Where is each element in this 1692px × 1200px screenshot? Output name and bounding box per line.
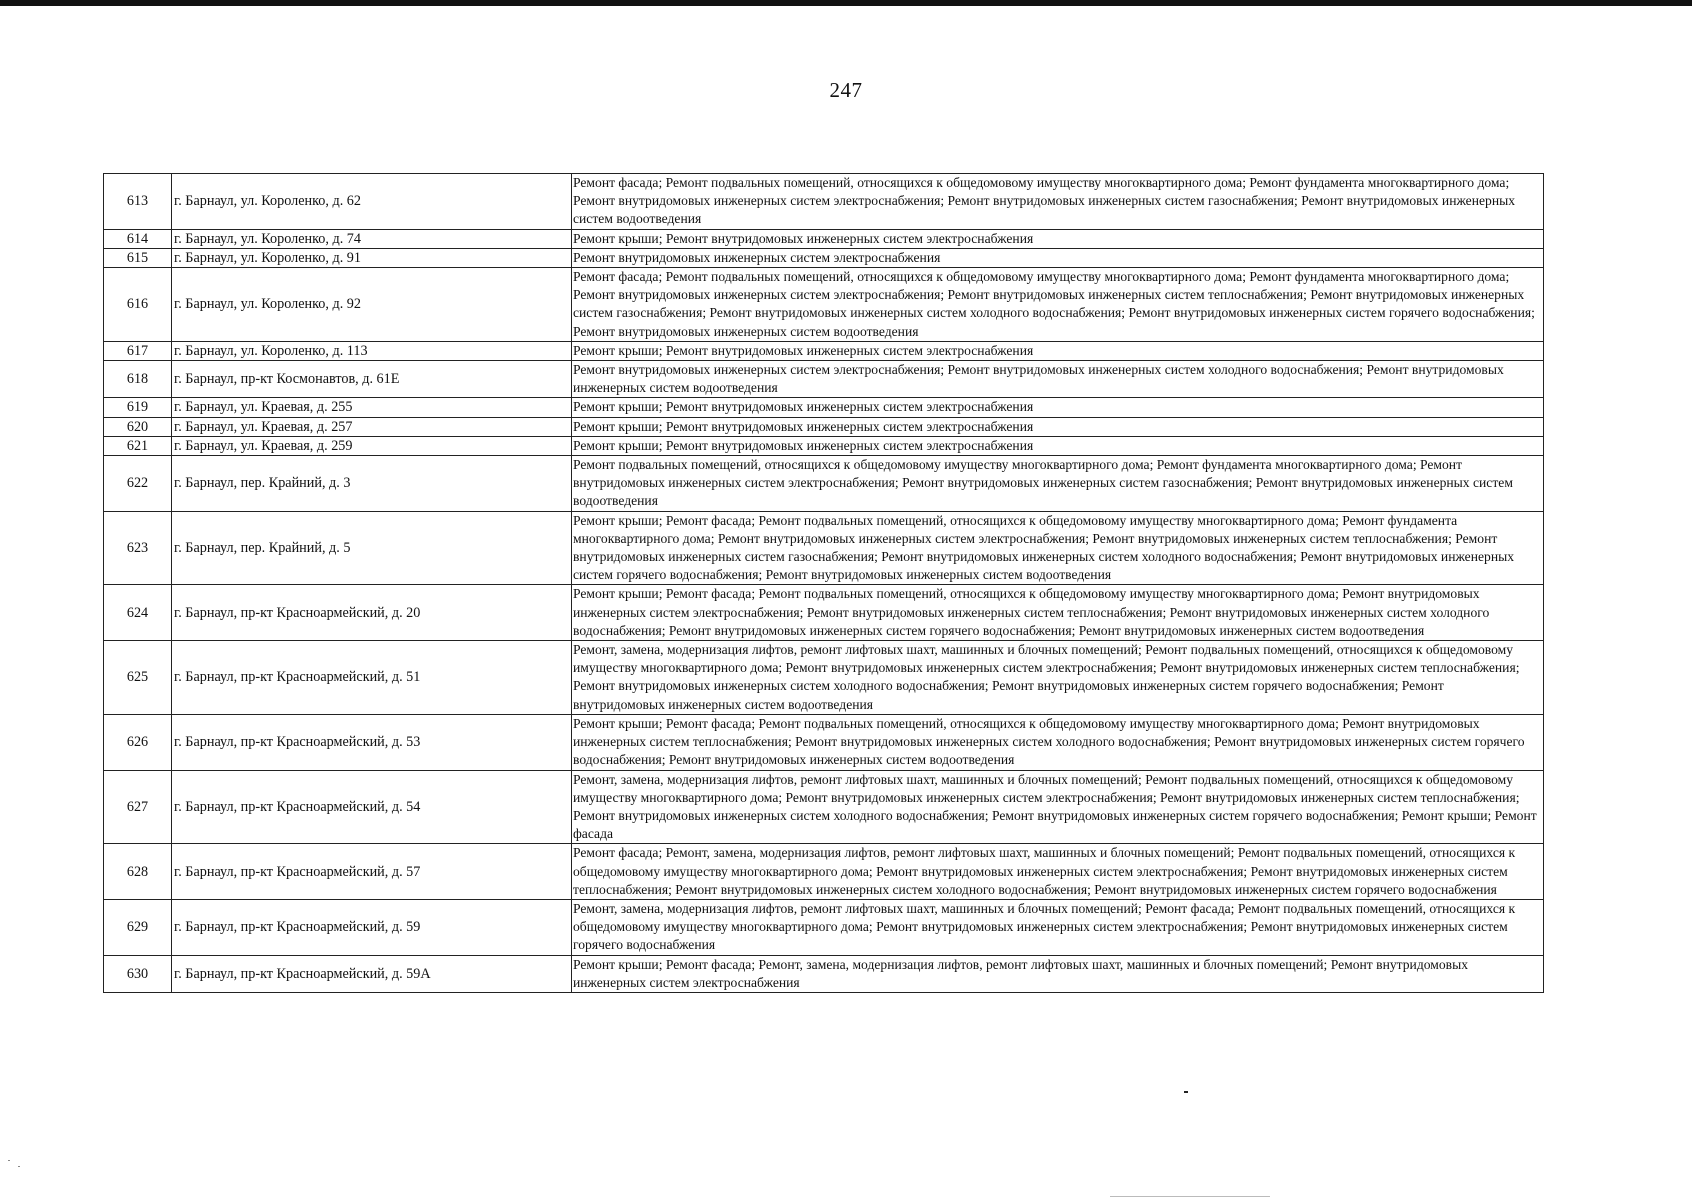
row-number: 624 <box>104 585 172 641</box>
row-works: Ремонт крыши; Ремонт внутридомовых инженерных систем электроснабжения <box>572 229 1544 248</box>
row-works: Ремонт внутридомовых инженерных систем электроснабжения; Ремонт внутридомовых инженерных систем холодного водоснабжения; Ремонт внутридомовых инженерных систем водоотведения <box>572 361 1544 398</box>
row-address: г. Барнаул, пр-кт Красноармейский, д. 57 <box>172 844 572 900</box>
row-address: г. Барнаул, пр-кт Красноармейский, д. 51 <box>172 641 572 715</box>
row-works: Ремонт, замена, модернизация лифтов, ремонт лифтовых шахт, машинных и блочных помещений; Ремонт подвальных помещений, относящихся к общедомовому имуществу многоквартирного дома; Ремонт внутридомовых инженерных систем электроснабжения; Ремонт внутридомовых инженерных систем теплоснабжения; Ремонт внутридомовых инженерных систем холодного водоснабжения; Ремонт внутридомовых инженерных систем горячего водоснабжения; Ремонт внутридомовых инженерных систем водоотведения <box>572 641 1544 715</box>
repair-works-table <box>103 173 1544 993</box>
scan-speck <box>8 1160 10 1161</box>
row-address: г. Барнаул, пр-кт Красноармейский, д. 59 <box>172 899 572 955</box>
scan-top-border <box>0 0 1692 6</box>
row-works: Ремонт крыши; Ремонт фасада; Ремонт подвальных помещений, относящихся к общедомовому имуществу многоквартирного дома; Ремонт внутридомовых инженерных систем теплоснабжения; Ремонт внутридомовых инженерных систем холодного водоснабжения; Ремонт внутридомовых инженерных систем горячего водоснабжения; Ремонт внутридомовых инженерных систем водоотведения <box>572 714 1544 770</box>
row-number: 621 <box>104 436 172 455</box>
row-address: г. Барнаул, пер. Крайний, д. 3 <box>172 456 572 512</box>
table-row <box>104 585 1544 641</box>
table-row <box>104 398 1544 417</box>
scan-speck <box>18 1166 20 1167</box>
row-number: 629 <box>104 899 172 955</box>
row-number: 614 <box>104 229 172 248</box>
row-address: г. Барнаул, ул. Короленко, д. 113 <box>172 341 572 360</box>
row-address: г. Барнаул, пр-кт Красноармейский, д. 20 <box>172 585 572 641</box>
row-number: 619 <box>104 398 172 417</box>
table-row <box>104 174 1544 230</box>
table-row <box>104 456 1544 512</box>
row-works: Ремонт фасада; Ремонт подвальных помещений, относящихся к общедомовому имуществу многоквартирного дома; Ремонт фундамента многоквартирного дома; Ремонт внутридомовых инженерных систем электроснабжения; Ремонт внутридомовых инженерных систем теплоснабжения; Ремонт внутридомовых инженерных систем газоснабжения; Ремонт внутридомовых инженерных систем холодного водоснабжения; Ремонт внутридомовых инженерных систем горячего водоснабжения; Ремонт внутридомовых инженерных систем водоотведения <box>572 268 1544 342</box>
row-address: г. Барнаул, пр-кт Красноармейский, д. 59А <box>172 955 572 992</box>
row-address: г. Барнаул, ул. Короленко, д. 62 <box>172 174 572 230</box>
table-row <box>104 770 1544 844</box>
row-works: Ремонт подвальных помещений, относящихся к общедомовому имуществу многоквартирного дома; Ремонт фундамента многоквартирного дома; Ремонт внутридомовых инженерных систем электроснабжения; Ремонт внутридомовых инженерных систем газоснабжения; Ремонт внутридомовых инженерных систем водоотведения <box>572 456 1544 512</box>
row-number: 626 <box>104 714 172 770</box>
row-address: г. Барнаул, ул. Короленко, д. 92 <box>172 268 572 342</box>
table-body <box>104 174 1544 993</box>
scan-speck <box>1184 1091 1188 1093</box>
row-works: Ремонт крыши; Ремонт фасада; Ремонт подвальных помещений, относящихся к общедомовому имуществу многоквартирного дома; Ремонт внутридомовых инженерных систем электроснабжения; Ремонт внутридомовых инженерных систем теплоснабжения; Ремонт внутридомовых инженерных систем холодного водоснабжения; Ремонт внутридомовых инженерных систем горячего водоснабжения; Ремонт внутридомовых инженерных систем водоотведения <box>572 585 1544 641</box>
row-works: Ремонт, замена, модернизация лифтов, ремонт лифтовых шахт, машинных и блочных помещений; Ремонт подвальных помещений, относящихся к общедомовому имуществу многоквартирного дома; Ремонт внутридомовых инженерных систем электроснабжения; Ремонт внутридомовых инженерных систем теплоснабжения; Ремонт внутридомовых инженерных систем холодного водоснабжения; Ремонт внутридомовых инженерных систем горячего водоснабжения; Ремонт крыши; Ремонт фасада <box>572 770 1544 844</box>
row-works: Ремонт крыши; Ремонт фасада; Ремонт подвальных помещений, относящихся к общедомовому имуществу многоквартирного дома; Ремонт фундамента многоквартирного дома; Ремонт внутридомовых инженерных систем электроснабжения; Ремонт внутридомовых инженерных систем теплоснабжения; Ремонт внутридомовых инженерных систем газоснабжения; Ремонт внутридомовых инженерных систем холодного водоснабжения; Ремонт внутридомовых инженерных систем горячего водоснабжения; Ремонт внутридомовых инженерных систем водоотведения <box>572 511 1544 585</box>
row-address: г. Барнаул, ул. Краевая, д. 257 <box>172 417 572 436</box>
row-address: г. Барнаул, ул. Краевая, д. 259 <box>172 436 572 455</box>
row-number: 625 <box>104 641 172 715</box>
row-address: г. Барнаул, пр-кт Красноармейский, д. 53 <box>172 714 572 770</box>
row-address: г. Барнаул, пр-кт Красноармейский, д. 54 <box>172 770 572 844</box>
row-number: 618 <box>104 361 172 398</box>
row-number: 623 <box>104 511 172 585</box>
row-number: 620 <box>104 417 172 436</box>
row-number: 617 <box>104 341 172 360</box>
table-row <box>104 268 1544 342</box>
row-number: 613 <box>104 174 172 230</box>
table-row <box>104 511 1544 585</box>
table-row <box>104 641 1544 715</box>
table-row <box>104 436 1544 455</box>
row-number: 628 <box>104 844 172 900</box>
row-address: г. Барнаул, ул. Короленко, д. 74 <box>172 229 572 248</box>
row-number: 622 <box>104 456 172 512</box>
scan-artifact-line <box>1110 1196 1270 1197</box>
table-row <box>104 248 1544 267</box>
table-row <box>104 341 1544 360</box>
row-address: г. Барнаул, пер. Крайний, д. 5 <box>172 511 572 585</box>
row-number: 627 <box>104 770 172 844</box>
row-works: Ремонт фасада; Ремонт подвальных помещений, относящихся к общедомовому имуществу многоквартирного дома; Ремонт фундамента многоквартирного дома; Ремонт внутридомовых инженерных систем электроснабжения; Ремонт внутридомовых инженерных систем газоснабжения; Ремонт внутридомовых инженерных систем водоотведения <box>572 174 1544 230</box>
row-works: Ремонт фасада; Ремонт, замена, модернизация лифтов, ремонт лифтовых шахт, машинных и блочных помещений; Ремонт подвальных помещений, относящихся к общедомовому имуществу многоквартирного дома; Ремонт внутридомовых инженерных систем электроснабжения; Ремонт внутридомовых инженерных систем теплоснабжения; Ремонт внутридомовых инженерных систем холодного водоснабжения; Ремонт внутридомовых инженерных систем горячего водоснабжения <box>572 844 1544 900</box>
table-row <box>104 417 1544 436</box>
row-address: г. Барнаул, пр-кт Космонавтов, д. 61Е <box>172 361 572 398</box>
row-address: г. Барнаул, ул. Краевая, д. 255 <box>172 398 572 417</box>
row-number: 615 <box>104 248 172 267</box>
row-works: Ремонт, замена, модернизация лифтов, ремонт лифтовых шахт, машинных и блочных помещений; Ремонт фасада; Ремонт подвальных помещений, относящихся к общедомовому имуществу многоквартирного дома; Ремонт внутридомовых инженерных систем электроснабжения; Ремонт внутридомовых инженерных систем горячего водоснабжения <box>572 899 1544 955</box>
row-works: Ремонт крыши; Ремонт фасада; Ремонт, замена, модернизация лифтов, ремонт лифтовых шахт, машинных и блочных помещений; Ремонт внутридомовых инженерных систем электроснабжения <box>572 955 1544 992</box>
table-row <box>104 955 1544 992</box>
table-row <box>104 714 1544 770</box>
row-works: Ремонт крыши; Ремонт внутридомовых инженерных систем электроснабжения <box>572 436 1544 455</box>
row-works: Ремонт крыши; Ремонт внутридомовых инженерных систем электроснабжения <box>572 417 1544 436</box>
row-number: 616 <box>104 268 172 342</box>
table-row <box>104 844 1544 900</box>
table-row <box>104 229 1544 248</box>
row-works: Ремонт крыши; Ремонт внутридомовых инженерных систем электроснабжения <box>572 341 1544 360</box>
row-address: г. Барнаул, ул. Короленко, д. 91 <box>172 248 572 267</box>
row-works: Ремонт внутридомовых инженерных систем электроснабжения <box>572 248 1544 267</box>
row-works: Ремонт крыши; Ремонт внутридомовых инженерных систем электроснабжения <box>572 398 1544 417</box>
table-row <box>104 899 1544 955</box>
page-number: 247 <box>829 78 863 102</box>
row-number: 630 <box>104 955 172 992</box>
table-row <box>104 361 1544 398</box>
